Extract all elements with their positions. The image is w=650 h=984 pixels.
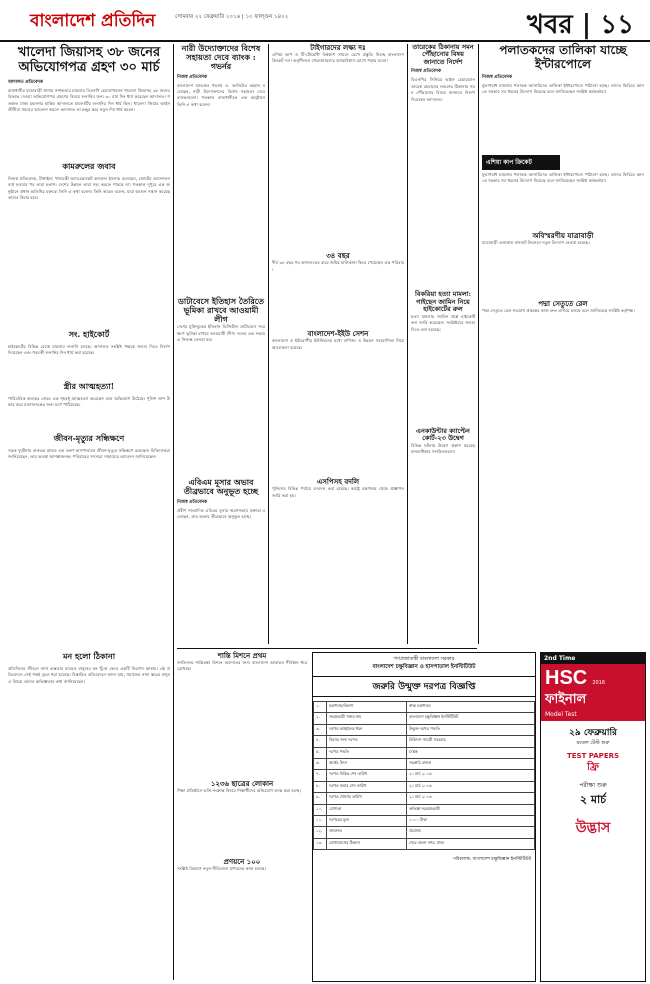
tender-cell: জামানত — [327, 827, 407, 838]
tender-row — [314, 747, 535, 758]
byline: নিজস্ব প্রতিবেদক — [411, 69, 442, 75]
tender-notice — [312, 652, 536, 982]
dateline: সোমবার ২২ ফেব্রুয়ারি ২০১৬ | ১০ ফাল্গুন ১৪২২ — [175, 14, 289, 20]
headline-khaleda: খালেদা জিয়াসহ ৩৮ জনের অভিযোগপত্র গ্রহণ ৩০ মার্চ — [17, 45, 161, 75]
column-rule — [173, 44, 174, 980]
tender-cell: ৬. — [314, 758, 327, 769]
headline-pensioner: পদ্মা সেতুতে রেল — [538, 298, 588, 308]
story-body: পদ্মা সেতুতে রেল সংযোগ প্রকল্পের কাজ দ্রুত এগিয়ে চলছে বলে জানিয়েছে সংশ্লিষ্ট কর্তৃপক্ষ। — [482, 307, 635, 313]
tender-row — [314, 838, 535, 849]
column-1 — [8, 44, 170, 980]
tender-row — [314, 758, 535, 769]
subheading: জীবন-মৃত্যুর সন্ধিক্ষণে — [53, 432, 125, 443]
tender-row — [314, 804, 535, 815]
headline-ostoddor: ৩৪ বছর — [326, 251, 350, 261]
story-body: দেশের মুক্তিযুদ্ধের ইতিহাস ডিজিটাল ডাটাবেসে সংরক্ষণে ভূমিকা রাখবে আওয়ামী লীগ। দলের এক সভায় এ সিদ্ধান্ত নেওয়া হয়। — [177, 324, 267, 342]
headline-bd-eu: বাংলাদেশ-ইইউ সেশন — [307, 329, 369, 339]
newspaper-logo: বাংলাদেশ প্রতিদিন — [30, 11, 156, 31]
ad-year: 2016 — [592, 680, 606, 686]
tender-title: জরুরি উন্মুক্ত দরপত্র বিজ্ঞপ্তি — [313, 676, 535, 697]
byline: নিজস্ব প্রতিবেদক — [177, 499, 208, 505]
story-body: হাইকোর্টের বিভিন্ন বেঞ্চে মামলার শুনানি চলছে। আদালত সংশ্লিষ্ট পক্ষকে জবাব দিতে নির্দেশ দিয়েছেন এবং পরবর্তী শুনানির দিন ধার্য করা হয়েছে। — [8, 343, 172, 356]
headline-bail: বিকরিয়া হত্যা মামলা: গাইছেন জামিন নিয়ে হাইকোর্টের রুল — [415, 290, 471, 314]
hsc-ad — [540, 652, 646, 982]
story-body: বাংলাদেশ ব্যাংকের গভর্নর ড. আতিউর রহমান বলেছেন, নারী উদ্যোক্তাদের বিশেষ সহায়তা দেবে ব্যাংকগুলো। গতকাল রাজধানীতে এক অনুষ্ঠানে তিনি এ কথা বলেন। — [177, 82, 267, 107]
tender-org: বাংলাদেশ চক্ষুবিজ্ঞান ও হাসপাতাল ইনস্টিটিউট — [372, 664, 476, 670]
tender-cell: উন্মুক্ত দরপত্র পদ্ধতি — [407, 724, 535, 735]
tender-cell: অভিজ্ঞ সরবরাহকারী — [407, 804, 535, 815]
story-body: পারিবারিক কলহের জেরে এক গৃহবধূ আত্মহত্যা করেছেন বলে অভিযোগ উঠেছে। পুলিশ লাশ উদ্ধার করে ময়নাতদন্তের জন্য মর্গে পাঠিয়েছে। — [8, 395, 170, 408]
tender-cell: ৩. — [314, 724, 327, 735]
byline: নিজস্ব প্রতিবেদক — [177, 74, 208, 80]
tender-cell: শেরে বাংলা নগর, ঢাকা — [407, 838, 535, 849]
tender-cell: সরকারি রাজস্ব — [407, 758, 535, 769]
story-body: দীর্ঘ ৩৪ বছর পর আদালতের রায়ে জমির মালিকানা ফিরে পেয়েছেন এক পরিবার। — [272, 260, 404, 272]
tender-cell: ২১ মার্চ ২০১৬ — [407, 781, 535, 792]
subheading: মন হলো ঠিকানা — [62, 650, 116, 661]
tender-cell: স্বাস্থ্য মন্ত্রণালয় — [407, 702, 535, 713]
tender-cell: ৯. — [314, 793, 327, 804]
tender-cell: ২১ মার্চ ২০১৬ — [407, 793, 535, 804]
tender-cell: দরপত্রের মূল্য — [327, 815, 407, 826]
column-lower-a — [177, 652, 307, 980]
tender-cell: প্রযোজ্য — [407, 827, 535, 838]
tender-cell: চিকিৎসা সামগ্রী সরবরাহ — [407, 736, 535, 747]
column-rule — [407, 44, 408, 644]
tender-cell: বাংলাদেশ চক্ষুবিজ্ঞান ইনস্টিটিউট — [407, 713, 535, 724]
tender-cell: মন্ত্রণালয়/বিভাগ — [327, 702, 407, 713]
headline-student: ১২৩৬ ছাত্রের লোকান — [210, 779, 274, 789]
tender-cell: OTM — [407, 747, 535, 758]
story-body: পুলিশের বিভিন্ন পর্যায়ে রদবদল করা হয়েছে। স্বরাষ্ট্র মন্ত্রণালয় থেকে প্রজ্ঞাপন জারি করা হয়। — [272, 486, 406, 498]
tender-cell: ২. — [314, 713, 327, 724]
tender-table — [313, 701, 535, 850]
tender-cell: যোগাযোগের ঠিকানা — [327, 838, 407, 849]
tender-cell: দরপত্র আহ্বানের ধরন — [327, 724, 407, 735]
story-body: প্রতিদিনের জীবনে নানা ব্যস্ততার মাঝেও মানুষের মন খুঁজে ফেরে একটি নিরাপদ আশ্রয়। এই প্রতিবেদনে সেই গল্পই তুলে ধরা হয়েছে। বিস্তারিত প্রতিবেদনে জানা যায়, সমাজের নানা স্তরের মানুষ এ বিষয়ে তাদের অভিজ্ঞতার কথা জানিয়েছেন। — [8, 665, 172, 684]
tender-row — [314, 815, 535, 826]
tender-cell: ৭. — [314, 770, 327, 781]
story-body: বিভিন্ন ঘটনায় উদ্বেগ প্রকাশ করেছে মানবাধিকার সংগঠনগুলো। — [411, 442, 477, 455]
tender-row — [314, 724, 535, 735]
tender-row — [314, 827, 535, 838]
tender-row — [314, 770, 535, 781]
tender-cell: দরপত্র বিক্রির শেষ তারিখ — [327, 770, 407, 781]
ad-sub: Model Test — [545, 711, 577, 718]
story-body: যুদ্ধাপরাধ মামলায় পলাতক আসামিদের তালিকা ইন্টারপোলে পাঠানো হচ্ছে। তাদের ফিরিয়ে আনতে সরকার সব ধরনের উদ্যোগ নিয়েছে বলে জানিয়েছেন সংশ্লিষ্ট কর্মকর্তারা। — [482, 82, 644, 94]
tender-org-top: গণপ্রজাতন্ত্রী বাংলাদেশ সরকার — [393, 656, 455, 662]
story-body: প্রবীণ সাংবাদিক এবিএম মূসার স্মরণসভায় বক্তারা বলেছেন, তার অভাব তীব্রভাবে অনুভূত হচ্ছে। — [177, 507, 265, 519]
headline-women: নারী উদ্যোক্তাদের বিশেষ সহায়তা দেবে ব্যাংক : গভর্নর — [181, 43, 261, 72]
tender-cell: সংগ্রহকারী সত্তার নাম — [327, 713, 407, 724]
headline-pnt: প্রণয়নে ১০০ — [223, 857, 261, 867]
tender-cell: কিসের জন্য দরপত্র — [327, 736, 407, 747]
story-body: বাংলাদেশ ও ইউরোপীয় ইউনিয়নের মধ্যে বাণিজ্য ও উন্নয়ন সহযোগিতা নিয়ে আলোচনা হয়েছে। — [272, 338, 406, 350]
headline-digital: ডাটাবেসে ইতিহাস তৈরিতে ভূমিকা রাখবে আওয়ামী লীগ — [177, 295, 265, 324]
ad-free: ফ্রি — [587, 762, 599, 773]
column-rule — [478, 44, 479, 644]
headline-captain: এনকাউন্টার ক্যাপ্টেন কোর্ট-২৩ উদ্বেগ — [416, 426, 470, 443]
headline-dgp: এসপিসহ বদলি — [316, 477, 360, 487]
tender-cell: ১. — [314, 702, 327, 713]
ad-title: HSC — [545, 667, 588, 689]
ad-hsc-block — [541, 664, 645, 721]
ad-tp: TEST PAPERS — [566, 752, 620, 760]
tender-cell: ৫. — [314, 747, 327, 758]
tender-row — [314, 781, 535, 792]
ad-brand: উদ্ভাস — [575, 820, 611, 836]
section-rule — [177, 648, 477, 649]
tender-row — [314, 793, 535, 804]
subheading: স্ত্রীর আত্মহত্যা! — [63, 380, 115, 391]
story-body: রাজধানীর যাত্রাবাড়ী থানায় নাশকতার মামলায় বিএনপি চেয়ারপারসন খালেদা জিয়াসহ ৩৮ জনের বিরুদ্ধে দেওয়া অভিযোগপত্র গ্রহণের বিষয়ে শুনানির জন্য ৩০ মার্চ দিন ধার্য করেছেন আদালত। গতকাল ঢাকা মহানগর হাকিম আদালতে মামলাটির শুনানির দিন ধার্য ছিল। খালেদা জিয়ার আইনজীবীরা সময়ের আবেদন করলে আদালত তা মঞ্জুর করে নতুন দিন ধার্য করেন। — [8, 87, 172, 113]
column-4 — [411, 44, 475, 644]
headline-peace: শান্তি মিশনে প্রথম — [217, 651, 267, 660]
tender-cell: ৪. — [314, 736, 327, 747]
tender-cell: দরপত্র জমার শেষ তারিখ — [327, 781, 407, 792]
story-body: যাত্রাবাড়ী এলাকায় যানজট নিরসনে নতুন উদ্যোগ নেওয়া হয়েছে। — [482, 239, 590, 245]
story-body: হত্যা মামলায় জামিন প্রশ্নে হাইকোর্ট রুল জারি করেছেন। সংশ্লিষ্টদের জবাব দিতে বলা হয়েছে। — [411, 313, 477, 332]
story-body: শিক্ষা প্রতিষ্ঠানে ভর্তি সংক্রান্ত বিষয়ে শিক্ষার্থীদের অভিযোগ তদন্ত করা হচ্ছে। — [177, 788, 301, 794]
section-label: খবর | ১১ — [526, 10, 634, 40]
tender-cell: ১২. — [314, 827, 327, 838]
tender-cell: ৮. — [314, 781, 327, 792]
tender-row — [314, 713, 535, 724]
masthead — [0, 0, 650, 42]
ad-date-sub: মডেল টেস্ট শুরু — [576, 740, 610, 746]
story-body: জাতিসংঘ শান্তিরক্ষা মিশনে অবদানের জন্য বাংলাদেশ আবারও শীর্ষস্থান ধরে রেখেছে। — [177, 660, 309, 672]
story-body: এশিয়া কাপ ও টি-টোয়েন্টি বিশ্বকাপ সামনে রেখে প্রস্তুতি নিচ্ছে বাংলাদেশ ক্রিকেট দল। অনুশীলনে খেলোয়াড়দের আত্মবিশ্বাস চোখে পড়ার মতো। — [272, 52, 406, 64]
headline-tigers: টাইগারদের লক্ষ্য দঃ — [310, 43, 366, 52]
subheading: কামরুলের জবাব — [62, 160, 116, 171]
tender-row — [314, 702, 535, 713]
asia-cup-label: এশিয়া কাপ ক্রিকেট — [482, 155, 560, 170]
headline-tarek: তারেকের ঠিকানায় সমন পৌঁছানোর বিষয় জানাতে নির্দেশ — [412, 43, 474, 66]
headline-jatra: অবিস্মরণীয় যাত্রাবাড়ী — [532, 230, 594, 240]
tender-cell: যোগ্যতা — [327, 804, 407, 815]
story-body: সংশ্লিষ্ট বিভাগে নতুন নীতিমালা প্রণয়নের কাজ চলছে। — [177, 866, 266, 872]
story-body: যুদ্ধাপরাধ মামলায় পলাতক আসামিদের তালিকা ইন্টারপোলে পাঠানো হচ্ছে। তাদের ফিরিয়ে আনতে সরকার সব ধরনের উদ্যোগ নিয়েছে বলে জানিয়েছেন সংশ্লিষ্ট কর্মকর্তারা। — [482, 171, 644, 183]
tender-cell: অর্থের উৎস — [327, 758, 407, 769]
story-body: সড়ক দুর্ঘটনায় গুরুতর আহত এক তরুণ হাসপাতালে জীবন-মৃত্যুর সন্ধিক্ষণে রয়েছেন। চিকিৎসকরা জানিয়েছেন, তার অবস্থা আশঙ্কাজনক। পরিবারের সদস্যরা সাহায্যের আবেদন জানিয়েছেন। — [8, 447, 172, 460]
column-2 — [177, 44, 265, 644]
story-body: বিএনপির সিনিয়র ভাইস চেয়ারম্যান তারেক রহমানের লন্ডনের ঠিকানায় সমন পৌঁছানোর বিষয়ে জানাতে নির্দেশ দিয়েছেন আদালত। — [411, 77, 477, 102]
ad-top: 2nd Time — [541, 653, 645, 664]
headline-mujib: এবিএম মূসার অভাব তীব্রভাবে অনুভূত হচ্ছে — [183, 477, 259, 497]
byline: আদালত প্রতিবেদক — [8, 79, 44, 85]
column-3 — [272, 44, 404, 644]
headline-fugitives: পলাতকদের তালিকা যাচ্ছে ইন্টারপোলে — [499, 43, 627, 71]
column-5 — [482, 44, 644, 644]
ad-label: ফাইনাল — [545, 692, 587, 707]
tender-cell: ১৩. — [314, 838, 327, 849]
tender-cell: দরপত্র পদ্ধতি — [327, 747, 407, 758]
ad-date: ২৯ ফেব্রুয়ারি — [569, 728, 617, 738]
tender-footer: পরিচালক, বাংলাদেশ চক্ষুবিজ্ঞান ইনস্টিটিউট — [452, 857, 531, 863]
tender-row — [314, 736, 535, 747]
story-body: নিজস্ব প্রতিবেদক, টাঙ্গাইল: খাদ্যমন্ত্রী অ্যাডভোকেট কামরুল ইসলাম বলেছেন, জোটের আন্দোলন ব্যর্থ হওয়ার পর তারা হতাশ। দেশের উন্নয়ন তারা সহ্য করতে পারছে না। গতকাল দুপুরে এক অনুষ্ঠানে প্রধান অতিথির বক্তব্যে তিনি এ কথা বলেন। তিনি আরও বলেন, যারা আগুন সন্ত্রাস করেছে তাদের বিচার হবে। — [8, 175, 172, 201]
ad-exam: পরীক্ষা শুরু — [579, 782, 607, 789]
tender-cell: ২০ মার্চ ২০১৬ — [407, 770, 535, 781]
column-rule — [268, 44, 269, 644]
byline: নিজস্ব প্রতিবেদক — [482, 74, 513, 80]
tender-cell: দরপত্র খোলার তারিখ — [327, 793, 407, 804]
tender-cell: ১০. — [314, 804, 327, 815]
tender-cell: ১১. — [314, 815, 327, 826]
tender-cell: ১০০০ টাকা — [407, 815, 535, 826]
ad-exam-date: ২ মার্চ — [579, 793, 607, 806]
subheading: সং. হাইকোর্ট — [68, 328, 110, 339]
